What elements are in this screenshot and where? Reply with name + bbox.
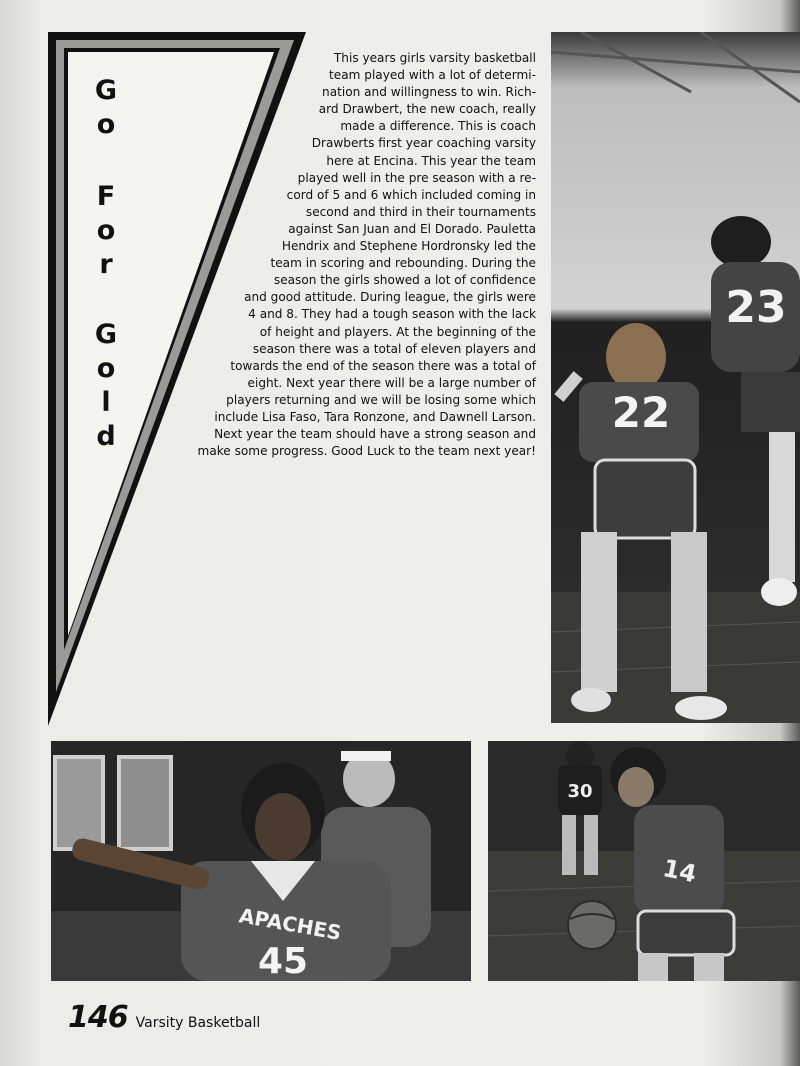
pennant-letter: G bbox=[94, 75, 118, 106]
article-line: 4 and 8. They had a tough season with the lack bbox=[248, 307, 536, 322]
article-line: against San Juan and El Dorado. Pauletta bbox=[288, 221, 536, 236]
photo-player-dribbling bbox=[488, 741, 800, 981]
jersey-number: 23 bbox=[725, 282, 787, 333]
article-line: of height and players. At the beginning of the bbox=[259, 324, 536, 339]
pennant-letter: o bbox=[96, 215, 116, 246]
article-line: team in scoring and rebounding. During the bbox=[270, 256, 536, 271]
article-line: second and third in their tournaments bbox=[305, 204, 536, 219]
article-line: Drawberts first year coaching varsity bbox=[311, 136, 536, 151]
pennant-letter: d bbox=[96, 421, 116, 452]
pennant-letter: o bbox=[96, 109, 116, 140]
article-line: This years girls varsity basketball bbox=[333, 51, 536, 65]
jersey-number: 45 bbox=[257, 941, 309, 981]
page-number: 146 bbox=[68, 1000, 128, 1035]
article-line: towards the end of the season there was a total of bbox=[230, 358, 536, 373]
pennant-letter: l bbox=[101, 387, 111, 418]
pennant-word-gold bbox=[86, 318, 126, 454]
photo-players-guarding bbox=[551, 32, 800, 723]
article-line: players returning and we will be losing some which bbox=[226, 392, 536, 407]
pennant-letter: G bbox=[94, 319, 118, 350]
pennant-word-for bbox=[86, 180, 126, 282]
article-line: ard Drawbert, the new coach, really bbox=[318, 102, 536, 117]
jersey-number: 30 bbox=[567, 781, 593, 802]
page-footer bbox=[68, 1000, 260, 1040]
article-line: team played with a lot of determi- bbox=[329, 68, 536, 83]
article-body bbox=[190, 50, 536, 460]
article-line: nation and willingness to win. Rich- bbox=[322, 85, 536, 100]
article-line: season the girls showed a lot of confidence bbox=[273, 273, 536, 288]
article-line: season there was a total of eleven players and bbox=[252, 341, 536, 356]
section-label: Varsity Basketball bbox=[135, 1015, 261, 1031]
article-line: here at Encina. This year the team bbox=[326, 153, 536, 168]
article-line: played well in the pre season with a re- bbox=[297, 170, 536, 185]
jersey-team-text: APACHES bbox=[237, 903, 344, 945]
pennant-letter: F bbox=[96, 181, 116, 212]
pennant-word-go bbox=[86, 74, 126, 142]
jersey-number: 14 bbox=[660, 854, 699, 889]
pennant-letter: o bbox=[96, 353, 116, 384]
photo-player-45 bbox=[51, 741, 471, 981]
article-line: made a difference. This is coach bbox=[340, 119, 536, 134]
article-line: make some progress. Good Luck to the team next year! bbox=[197, 444, 536, 459]
article-line: eight. Next year there will be a large number of bbox=[247, 375, 536, 390]
article-line: include Lisa Faso, Tara Ronzone, and Dawnell Larson. bbox=[214, 409, 536, 424]
article-line: Hendrix and Stephene Hordronsky led the bbox=[281, 239, 536, 254]
article-line: Next year the team should have a strong season and bbox=[214, 427, 536, 442]
article-line: and good attitude. During league, the girls were bbox=[244, 290, 536, 305]
pennant-letter: r bbox=[99, 249, 113, 280]
jersey-number: 22 bbox=[611, 388, 671, 437]
basketball-icon bbox=[568, 901, 616, 949]
article-line: cord of 5 and 6 which included coming in bbox=[286, 187, 536, 202]
